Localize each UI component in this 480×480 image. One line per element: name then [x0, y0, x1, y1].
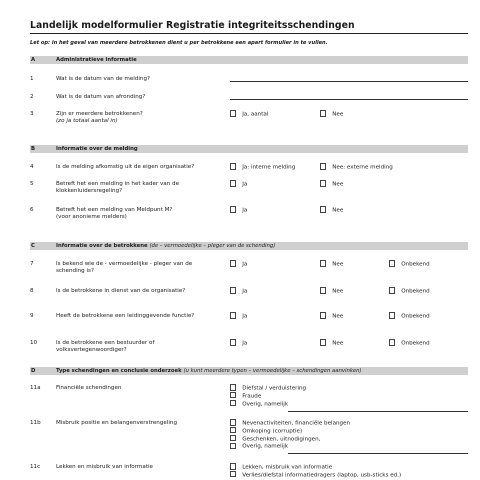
option-label: Nee	[332, 181, 344, 188]
option-nee[interactable]	[320, 164, 393, 172]
checkbox[interactable]	[320, 163, 326, 169]
checkbox[interactable]	[320, 339, 326, 345]
option-label: Ja, aantal	[242, 111, 269, 118]
option-label: Ja	[242, 261, 248, 268]
option-label: Ja	[242, 207, 248, 214]
question-text: Is bekend wie de - vermoedelijke - pleger van de schending is?	[56, 261, 193, 275]
question-number: 11c	[30, 464, 41, 470]
option-label: Nee	[332, 111, 344, 118]
option-label: Ja	[242, 288, 248, 295]
checkbox[interactable]	[320, 180, 326, 186]
checkbox[interactable]	[230, 471, 236, 477]
options-11c	[230, 464, 401, 480]
section-letter: B	[31, 146, 36, 152]
option-lekken[interactable]	[230, 464, 401, 472]
option-label: Omkoping (corruptie)	[242, 428, 303, 435]
question-main: Betreft het een melding van Meldpunt M?	[56, 207, 173, 213]
option-nevenactiviteiten[interactable]	[230, 420, 350, 428]
question-number: 1	[30, 76, 34, 82]
checkbox[interactable]	[320, 260, 326, 266]
question-text	[56, 111, 216, 125]
option-label: Onbekend	[401, 340, 430, 347]
option-label: Nee: externe melding	[332, 164, 393, 171]
question-number: 4	[30, 164, 34, 170]
section-letter: C	[31, 243, 35, 249]
section-label: Type schendingen en conclusie onderzoek	[56, 368, 182, 374]
option-nee[interactable]	[320, 261, 343, 269]
option-onbekend[interactable]	[389, 288, 430, 296]
question-main: Zijn er meerdere betrokkenen?	[56, 111, 143, 117]
option-nee[interactable]	[320, 207, 343, 215]
option-fraude[interactable]	[230, 393, 306, 401]
question-number: 8	[30, 288, 34, 294]
section-note: (de – vermoedelijke – pleger van de schending)	[149, 243, 276, 249]
checkbox[interactable]	[320, 312, 326, 318]
option-label: Nee	[332, 313, 344, 320]
option-nee[interactable]	[320, 340, 343, 348]
checkbox[interactable]	[230, 312, 236, 318]
option-onbekend[interactable]	[389, 261, 430, 269]
question-number: 9	[30, 313, 34, 319]
checkbox[interactable]	[230, 427, 236, 433]
checkbox[interactable]	[230, 260, 236, 266]
option-label: Ja	[242, 181, 248, 188]
question-hint: (zo ja totaal aantal in)	[56, 118, 118, 125]
question-text: Is de melding afkomstig uit de eigen organisatie?	[56, 164, 195, 170]
checkbox[interactable]	[230, 110, 236, 116]
option-label: Nevenactiviteiten, financiële belangen	[242, 420, 351, 427]
checkbox[interactable]	[320, 287, 326, 293]
question-text: Betreft het een melding in het kader van de klokkenluidersregeling?	[56, 181, 180, 195]
option-nee[interactable]	[320, 313, 343, 321]
section-note: (u kunt meerdere typen – vermoedelijke – schendingen aanvinken)	[183, 368, 362, 374]
option-label: Ja	[242, 313, 248, 320]
option-ja[interactable]	[230, 288, 247, 296]
checkbox[interactable]	[230, 163, 236, 169]
option-label: Diefstal / verduistering	[242, 385, 307, 392]
question-text: Heeft de betrokkene een leidinggevende functie?	[56, 313, 195, 319]
checkbox[interactable]	[230, 463, 236, 469]
question-number: 5	[30, 181, 34, 187]
question-text: Is de betrokkene een bestuurder of volksvertegenwoordiger?	[56, 340, 155, 354]
option-label: Overig, namelijk	[242, 401, 289, 408]
option-label: Onbekend	[401, 261, 430, 268]
option-nee[interactable]	[320, 181, 343, 189]
option-label: Nee	[332, 261, 344, 268]
question-number: 3	[30, 111, 34, 117]
checkbox[interactable]	[230, 419, 236, 425]
checkbox[interactable]	[230, 435, 236, 441]
option-ja[interactable]	[230, 340, 247, 348]
option-verlies[interactable]	[230, 472, 401, 480]
date-afronding-field[interactable]	[230, 99, 468, 100]
option-diefstal[interactable]	[230, 385, 306, 393]
section-letter: D	[31, 368, 36, 374]
option-geschenken[interactable]	[230, 436, 350, 444]
option-onbekend[interactable]	[389, 313, 430, 321]
question-text: Lekken en misbruik van informatie	[56, 464, 153, 470]
option-label: Lekken, misbruik van informatie	[242, 464, 333, 471]
option-ja[interactable]	[230, 207, 247, 215]
option-label: Geschenken, uitnodigingen,	[242, 436, 321, 443]
checkbox[interactable]	[320, 110, 326, 116]
checkbox[interactable]	[230, 443, 236, 449]
instruction-note: Let op: in het geval van meerdere betrokkenen dient u per betrokkene een apart formulier in te vullen.	[30, 40, 328, 46]
option-label: Overig, namelijk	[242, 443, 289, 450]
overig-field[interactable]	[288, 411, 468, 412]
question-number: 2	[30, 94, 34, 100]
checkbox[interactable]	[230, 392, 236, 398]
option-ja[interactable]	[230, 261, 247, 269]
checkbox[interactable]	[230, 339, 236, 345]
question-number: 11b	[30, 420, 41, 426]
checkbox[interactable]	[230, 180, 236, 186]
date-melding-field[interactable]	[230, 81, 468, 82]
option-nee[interactable]	[320, 288, 343, 296]
section-label: Informatie over de melding	[56, 146, 138, 152]
question-text: Is de betrokkene in dienst van de organisatie?	[56, 288, 186, 294]
question-number: 11a	[30, 385, 41, 391]
checkbox[interactable]	[389, 287, 395, 293]
option-label: Ja	[242, 340, 248, 347]
option-label: Nee	[332, 340, 344, 347]
question-text: Wat is de datum van afronding?	[56, 94, 146, 100]
options-11b	[230, 420, 350, 451]
section-d-header	[30, 367, 468, 375]
question-text	[56, 207, 216, 221]
overig-field[interactable]	[288, 453, 468, 454]
option-onbekend[interactable]	[389, 340, 430, 348]
option-omkoping[interactable]	[230, 428, 350, 436]
section-label: Administratieve informatie	[56, 57, 137, 63]
section-b-header	[30, 145, 468, 153]
form-title: Landelijk modelformulier Registratie integriteitsschendingen	[30, 20, 355, 31]
section-a-header	[30, 56, 468, 64]
question-hint: (voor anonieme melders)	[56, 214, 127, 221]
checkbox[interactable]	[320, 206, 326, 212]
question-number: 10	[30, 340, 38, 346]
option-overig[interactable]	[230, 401, 306, 409]
section-c-header	[30, 242, 468, 250]
option-ja-aantal[interactable]	[230, 111, 268, 119]
option-ja[interactable]	[230, 164, 295, 172]
option-overig[interactable]	[230, 443, 350, 451]
option-label: Onbekend	[401, 313, 430, 320]
checkbox[interactable]	[230, 206, 236, 212]
option-label: Nee	[332, 288, 344, 295]
title-divider	[30, 33, 468, 34]
options-11a	[230, 385, 306, 408]
checkbox[interactable]	[389, 312, 395, 318]
checkbox[interactable]	[230, 400, 236, 406]
question-number: 6	[30, 207, 34, 213]
option-label: Verlies/diefstal informatiedragers (laptop, usb-sticks ed.)	[242, 472, 402, 479]
section-letter: A	[31, 57, 36, 63]
checkbox[interactable]	[230, 384, 236, 390]
option-ja[interactable]	[230, 313, 247, 321]
option-label: Onbekend	[401, 288, 430, 295]
option-nee[interactable]	[320, 111, 343, 119]
checkbox[interactable]	[389, 260, 395, 266]
question-number: 7	[30, 261, 34, 267]
option-label: Nee	[332, 207, 344, 214]
option-ja[interactable]	[230, 181, 247, 189]
section-label: Informatie over de betrokkene	[56, 243, 148, 249]
option-label: Fraude	[242, 393, 262, 400]
question-text: Wat is de datum van de melding?	[56, 76, 150, 82]
question-text: Financiële schendingen	[56, 385, 122, 391]
checkbox[interactable]	[389, 339, 395, 345]
checkbox[interactable]	[230, 287, 236, 293]
option-label: Ja: interne melding	[242, 164, 296, 171]
question-text: Misbruik positie en belangenverstrengeling	[56, 420, 178, 426]
